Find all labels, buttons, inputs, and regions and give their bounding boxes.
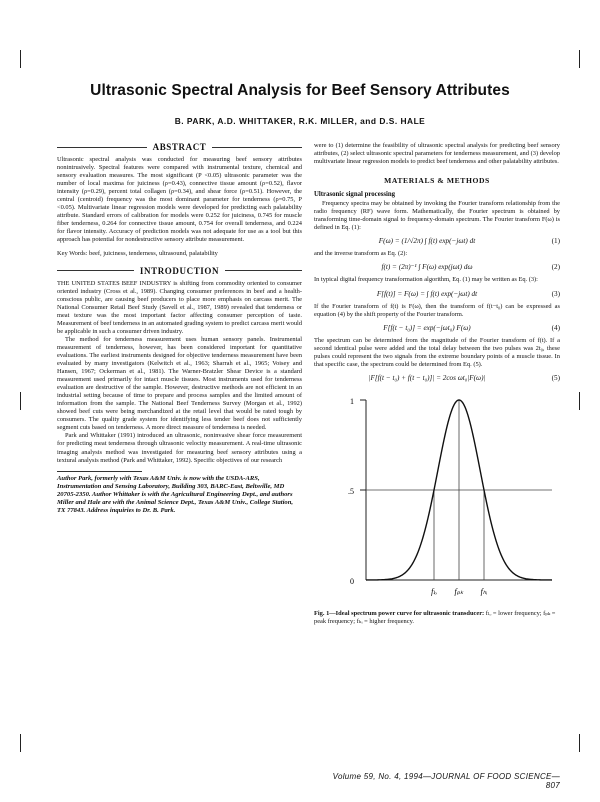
equation-4-expression: F[f(t − t₀)] = exp(−jωt₀) F(ω) [383,323,471,332]
crop-mark-left-bottom [20,734,21,752]
x-label-peak: fₚₖ [454,586,464,596]
spectrum-plot [314,394,560,608]
intro-paragraph-2: The method for tenderness measurement uses human sensory panels. Instrumental measurement of tenderness, however, has been considered important for quantitative evaluations. The earliest instruments designed for objective tenderness measurement have been evaluated by many investigators (Kelwitch et al., 1963; Sharrah et al., 1965; Voisey and Hansen, 1967; Ockerman et al., 1981). The Warner-Bratzler Shear Device is a standard measurement used primarily for intact muscle tissues. Most instruments used for tenderness evaluation are destructive of the sample. However, destructive methods are not efficient in an industrial setting because of time to prepare and process samples and the limited amount of information from the sample. The National Beef Tenderness Survey (Morgan et al., 1992) showed beef cuts were being merchandized at the retail level that would be rated tough by consumers. The quality grade system for identifying less tender beef does not sufficiently segment cuts based on tenderness. A more direct measure of tenderness is needed. [57,335,302,432]
intro-paragraph-3: Park and Whittaker (1991) introduced an ultrasonic, noninvasive shear force measurement for predicting meat tenderness through ultrasonic velocity measurement. A real-time ultrasonic imaging analysis method was investigated for measuring beef sensory attributes using a textural analysis method (Park and Whittaker, 1992). Specific objectives of our research [57,432,302,464]
crop-mark-left-top [20,50,21,68]
equation-4-number: (4) [551,323,560,332]
methods-paragraph-4: If the Fourier transform of f(t) is F(ω), then the transform of f(t−t₀) can be expressed as equation (4) by the shift property of the Fourier transform. [314,302,560,318]
heading-rule-left [57,270,134,271]
heading-rule-right [225,270,302,271]
equation-1 [314,237,560,245]
paper-authors: B. PARK, A.D. WHITTAKER, R.K. MILLER, and D.S. HALE [174,116,426,126]
abstract-heading: ABSTRACT [152,142,207,152]
figure-1 [314,394,560,608]
equation-1-number: (1) [551,237,560,246]
paper-title: Ultrasonic Spectral Analysis for Beef Sensory Attributes [90,82,510,99]
equation-5-expression: |F[f(t − t₀) + f(t − t₀)]| = 2cos ωt₀|F(ω)| [368,373,486,382]
abstract-body [57,156,302,245]
footnote-rule [57,471,142,472]
page-footer: Volume 59, No. 4, 1994—JOURNAL OF FOOD SCIENCE—807 [332,772,560,790]
y-label-bottom: 0 [350,576,354,586]
crop-mark-right-bottom [579,734,580,752]
x-label-lower: fₗₒ [431,586,437,596]
introduction-heading-row [57,266,302,276]
signal-processing-subheading: Ultrasonic signal processing [314,191,396,199]
crop-mark-right-top [579,50,580,68]
methods-heading: MATERIALS & METHODS [384,176,490,186]
crop-mark-left-mid [20,392,21,410]
equation-2 [314,263,560,271]
left-column [57,142,302,515]
equation-3 [314,290,560,298]
heading-rule-right [212,147,302,148]
equation-4 [314,324,560,332]
author-footnote: Author Park, formerly with Texas A&M Univ. is now with the USDA-ARS, Instrumentation and Sensing Laboratory, Building 303, BARC-East, Beltsville, MD 20705-2350. Author Whittaker is with the Agricultural Engineering Dept., and authors Miller and Hale are with the Animal Science Dept., Texas A&M Univ., College Station, TX 77843. Address inquiries to Dr. B. Park. [57,474,294,514]
methods-paragraph-2: and the inverse transform as Eq. (2): [314,250,408,258]
y-label-mid: .5 [348,486,354,496]
figure-1-caption [314,610,560,626]
right-column [314,142,560,626]
crop-mark-right-mid [579,392,580,410]
equation-5 [314,374,560,382]
objectives-body [314,142,560,166]
heading-rule-left [57,147,147,148]
intro-paragraph-1: THE UNITED STATES BEEF INDUSTRY is shifting from commodity oriented to consumer oriented industry (Cross et al., 1989). Changing consumer preferences in beef and a health-conscious public, are causing beef producers to place more emphasis on carcass merit. The National Consumer Retail Beef Study (Savell et al., 1987, 1989) revealed that tenderness or meat texture was the most important factor affecting consumer perception of taste. Measurement of beef tenderness in an automated grading system to predict carcass merit would be applicable in such a consumer driven industry. [57,279,302,335]
methods-paragraph-1: Frequency spectra may be obtained by invoking the Fourier transform relationship from the radio frequency (RF) wave form. Mathematically, the Fourier spectrum is obtained by transforming time-domain signal to frequency-domain spectrum. The Fourier transform F(ω) is defined in Eq. (1): [314,200,560,232]
equation-3-expression: F[f(t)] = F(ω) = ∫ f(t) exp(−jωt) dt [376,289,478,298]
methods-paragraph-5: The spectrum can be determined from the magnitude of the Fourier transform of f(t). If a second identical pulse were added and the total delay between the two pulses was 2t₀, these pulses could represent the two signals from the extreme boundary points of a muscle tissue. In that specific case, the spectrum could be determined from Eq. (5). [314,336,560,368]
y-label-top: 1 [350,396,354,406]
keywords: Key Words: beef, juiciness, tenderness, ultrasound, palatability [57,249,218,257]
objectives-paragraph: were to (1) determine the feasibility of ultrasonic spectral analysis for predicting beef sensory attributes, (2) select ultrasonic spectral parameters for tenderness measurement, and (3) develop multivariate linear regression models to predict beef tenderness and other palatability attributes. [314,142,560,166]
equation-1-expression: F(ω) = (1/√2π) ∫ f(t) exp(−jωt) dt [378,237,476,246]
abstract-text: Ultrasonic spectral analysis was conducted for measuring beef sensory attributes nonintrusively. Spectral features were compared with instrumental texture, chemical and sensory evaluation measures. The most significant (P <0.05) ultrasonic parameter was the number of local maxima for juiciness (ρ=0.43), connective tissue amount (ρ=0.52), flavor intensity (ρ=0.29), percent total collagen (ρ=0.34), and shear force (ρ=0.51). However, the central (centroid) frequency was the most dominant parameter for tenderness (ρ=0.75, P <0.05). Multivariate linear regression models were developed for predicting each palatability attribute. Standard errors of calibration for models were 0.252 for juiciness, 0.745 for muscle fiber tenderness, 0.264 for connective tissue amount, 0.754 for overall tenderness, and 0.224 for flavor intensity. Accuracy of prediction models was not adequate for use as a tool but this approach has potential for nondestructive sensory attribute measurement. [57,156,302,244]
methods-body [314,200,560,382]
equation-5-number: (5) [551,373,560,382]
equation-2-number: (2) [551,263,560,272]
equation-2-expression: f(t) = (2π)⁻¹ ∫ F(ω) exp(jωt) dω [381,263,473,272]
methods-paragraph-3: In typical digital frequency transformation algorithm, Eq. (1) may be written as Eq. (3): [314,276,538,284]
introduction-heading: INTRODUCTION [139,265,220,276]
abstract-heading-row [57,142,302,152]
equation-3-number: (3) [551,289,560,298]
introduction-body [57,280,302,465]
x-label-higher: fₕᵢ [480,586,488,596]
caption-bold: Fig. 1—Ideal spectrum power curve for ultrasonic transducer: [314,609,485,617]
caption-rest: fₗₒ = lower frequency; fₚₖ = peak frequency; fₕᵢ = higher frequency. [314,609,556,625]
